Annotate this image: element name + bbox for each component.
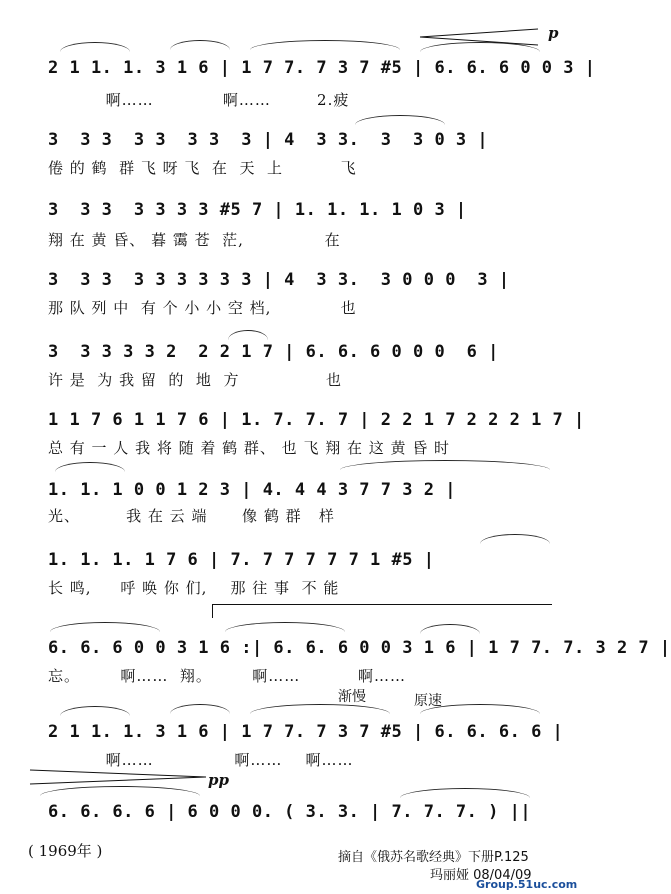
lyric-line-8: 长 鸣, 呼 唤 你 们, 那 往 事 不 能 — [48, 579, 340, 597]
notes: 1. 1. 1. 1 7 6 | 7. 7 7 7 7 7 1 #5 | — [48, 550, 435, 570]
volta-bracket — [212, 604, 552, 605]
music-line-2 — [48, 128, 568, 152]
watermark: Group.51uc.com — [476, 878, 578, 891]
author-date: 玛丽娅 08/04/09 — [430, 868, 532, 883]
music-line-6 — [48, 408, 585, 432]
lyric-line-7: 光、 我 在 云 端 像 鹤 群 样 — [48, 507, 335, 525]
dynamic-piano: p — [548, 24, 559, 42]
music-line-1 — [48, 56, 596, 80]
notes: 2 1 1. 1. 3 1 6 | 1 7 7. 7 3 7 #5 | 6. 6. 6 0 0 3 | — [48, 58, 596, 78]
notes: 1. 1. 1 0 0 1 2 3 | 4. 4 4 3 7 7 3 2 | — [48, 480, 456, 500]
music-line-8 — [48, 548, 568, 572]
decrescendo-hairpin-end — [30, 768, 208, 788]
lyric-line-1: 啊…… 啊…… 2.疲 — [48, 91, 350, 109]
music-line-10 — [48, 720, 568, 744]
music-line-7 — [48, 478, 568, 502]
notes: 6. 6. 6 0 0 3 1 6 :| 6. 6. 6 0 0 3 1 6 | 1 7 7. 7. 3 2 7 | — [48, 638, 671, 658]
lyric-line-5: 许 是 为 我 留 的 地 方 也 — [48, 371, 342, 389]
lyric-line-9: 忘。 啊…… 翔。 啊…… 啊…… — [48, 667, 406, 685]
tempo-slower: 渐慢 — [338, 689, 366, 705]
tempo-original: 原速 — [414, 693, 442, 709]
dynamic-pianissimo: pp — [208, 771, 229, 789]
lyric-line-10: 啊…… 啊…… 啊…… — [48, 751, 354, 769]
notes: 3 3 3 3 3 3 3 3 | 4 3 3. 3 3 0 3 | — [48, 130, 489, 150]
lyric-line-2: 倦 的 鹤 群 飞 呀 飞 在 天 上 飞 — [48, 159, 357, 177]
notes: 3 3 3 3 3 3 3 3 3 | 4 3 3. 3 0 0 0 3 | — [48, 270, 510, 290]
notes: 6. 6. 6. 6 | 6 0 0 0. ( 3. 3. | 7. 7. 7. ) || — [48, 802, 532, 822]
notes: 3 3 3 3 3 2 2 2 1 7 | 6. 6. 6 0 0 0 6 | — [48, 342, 499, 362]
notes: 1 1 7 6 1 1 7 6 | 1. 7. 7. 7 | 2 2 1 7 2 2 2 1 7 | — [48, 410, 585, 430]
notes: 3 3 3 3 3 3 3 #5 7 | 1. 1. 1. 1 0 3 | — [48, 200, 467, 220]
lyric-line-4: 那 队 列 中 有 个 小 小 空 档, 也 — [48, 299, 357, 317]
music-line-4 — [48, 268, 568, 292]
lyric-line-3: 翔 在 黄 昏、 暮 霭 苍 茫, 在 — [48, 231, 341, 249]
source-note: 摘自《俄苏名歌经典》下册P.125 — [338, 850, 529, 865]
lyric-line-6: 总 有 一 人 我 将 随 着 鹤 群、 也 飞 翔 在 这 黄 昏 时 — [48, 439, 451, 457]
year-label: ( 1969年 ) — [28, 842, 103, 860]
music-line-9 — [48, 636, 671, 660]
music-line-11 — [48, 800, 568, 824]
music-line-5 — [48, 340, 568, 364]
music-line-3 — [48, 198, 568, 222]
notes: 2 1 1. 1. 3 1 6 | 1 7 7. 7 3 7 #5 | 6. 6. 6. 6 | — [48, 722, 564, 742]
